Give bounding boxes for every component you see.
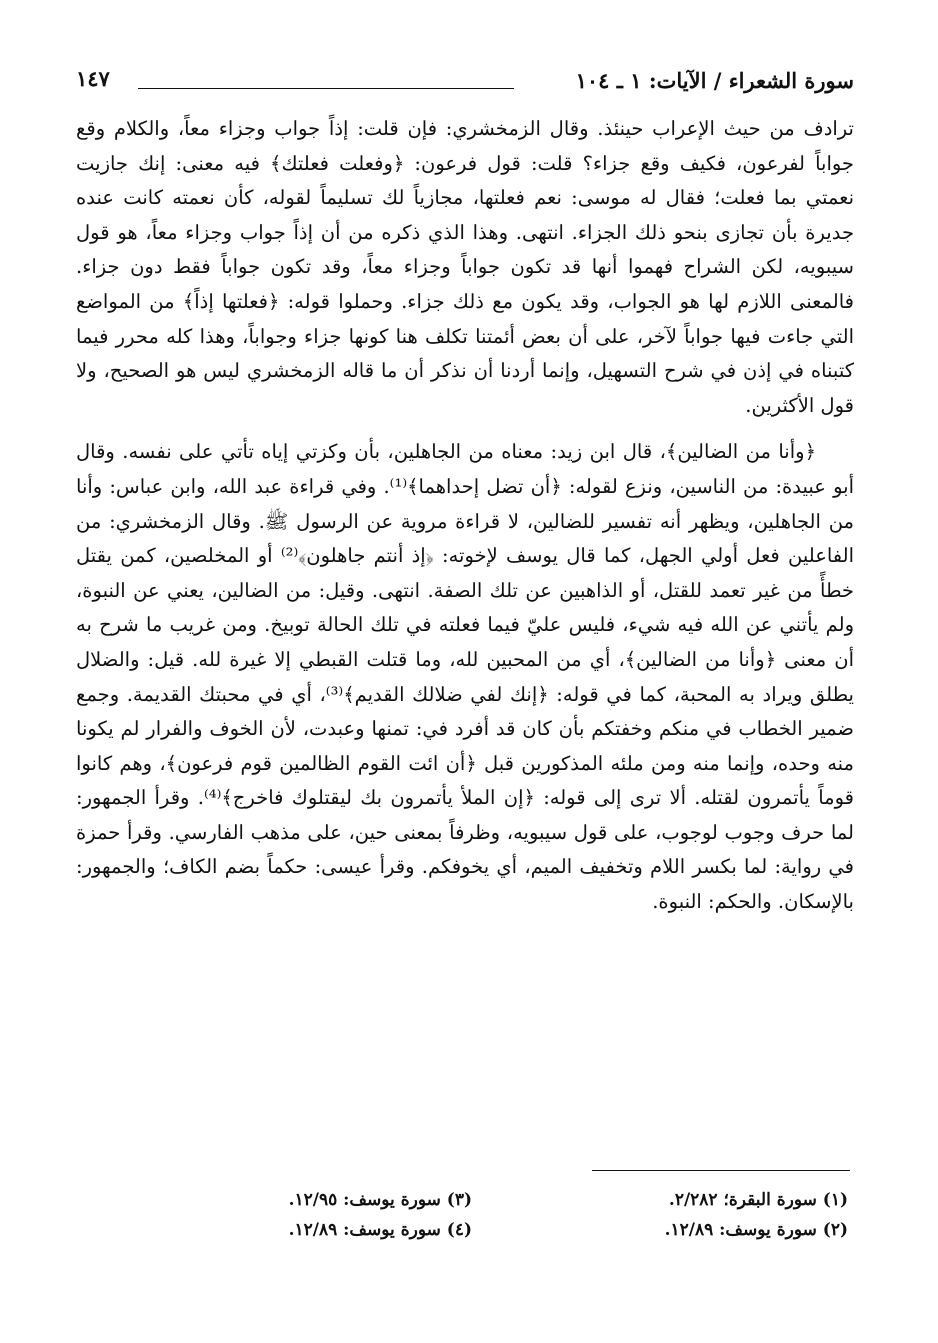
page-header — [76, 62, 854, 102]
footnote-rule — [592, 1170, 850, 1171]
paragraph: ترادف من حيث الإعراب حينئذ. وقال الزمخشري: فإن قلت: إذاً جواب وجزاء معاً، والكلام وقع جواباً لفرعون، فكيف وقع جزاء؟ قلت: قول فرعون: ﴿وفعلت فعلتك﴾ فيه معنى: إنك جازيت نعمتي بما فعلت؛ فقال له موسى: نعم فعلتها، مجازياً لك تسليماً لقوله، كأن نعمته كانت عنده جديرة بأن تجازى بنحو ذلك الجزاء. انتهى. وهذا الذي ذكره من أن إذاً جواب وجزاء معاً، هو قول سيبويه، لكن الشراح فهموا أنها قد تكون جواباً وجزاء معاً، وقد تكون جواباً فقط دون جزاء. فالمعنى اللازم لها هو الجواب، وقد يكون مع ذلك جزاء. وحملوا قوله: ﴿فعلتها إذاً﴾ من المواضع التي جاءت فيها جواباً لآخر، على أن بعض أئمتنا تكلف هنا كونها جزاء وجواباً، وهذا كله محرر فيما كتبناه في إذن في شرح التسهيل، وإنما أردنا أن نذكر أن ما قاله الزمخشري ليس هو الصحيح، ولا قول الأكثرين. — [76, 117, 854, 417]
page-number: ١٤٧ — [76, 66, 110, 91]
footnote-1: (١) سورة البقرة؛ ٢/٢٨٢. — [668, 1190, 848, 1210]
footnote-3: (٣) سورة يوسف: ١٢/٩٥. — [288, 1190, 472, 1210]
header-rule — [138, 88, 514, 89]
paragraph: ﴿وأنا من الضالين﴾، قال ابن زيد: معناه من الجاهلين، بأن وكزتي إياه تأتي على نفسه. وقال أبو عبيدة: من الناسين، ونزع لقوله: ﴿أن تضل إحداهما﴾⁽¹⁾. وفي قراءة عبد الله، وابن عباس: وأنا من الجاهلين، ويظهر أنه تفسير للضالين، لا قراءة مروية عن الرسول ﷺ. وقال الزمخشري: من الفاعلين فعل أولي الجهل، كما قال يوسف لإخوته: ﴿إذ أنتم جاهلون﴾⁽²⁾ أو المخلصين، كمن يقتل خطأً من غير تعمد للقتل، أو الذاهبين عن تلك الصفة. انتهى. وقيل: من الضالين، يعني عن النبوة، ولم يأتني عن الله فيه شيء، فليس عليّ فيما فعلته في تلك الحالة توبيخ. ومن غريب ما شرح به أن معنى ﴿وأنا من الضالين﴾، أي من المحبين لله، وما قتلت القبطي إلا غيرة لله. قيل: والضلال يطلق ويراد به المحبة، كما في قوله: ﴿إنك لفي ضلالك القديم﴾⁽³⁾، أي في محبتك القديمة. وجمع ضمير الخطاب في منكم وخفتكم بأن كان قد أفرد في: تمنها وعبدت، لأن الخوف والفرار لم يكونا منه وحده، وإنما منه ومن ملئه المذكورين قبل ﴿أن ائت القوم الظالمين قوم فرعون﴾، وهم كانوا قوماً يأتمرون لقتله. ألا ترى إلى قوله: ﴿إن الملأ يأتمرون بك ليقتلوك فاخرج﴾⁽⁴⁾. وقرأ الجمهور: لما حرف وجوب لوجوب، على قول سيبويه، وظرفاً بمعنى حين، على مذهب الفارسي. وقرأ حمزة في رواية: لما بكسر اللام وتخفيف الميم، أي يخوفكم. وقرأ عيسى: حكماً بضم الكاف؛ والجمهور: بالإسكان. والحكم: النبوة. — [76, 440, 854, 914]
running-title: سورة الشعراء / الآيات: ١ ـ ١٠٤ — [575, 68, 854, 93]
main-text — [76, 112, 854, 920]
footnote-2: (٢) سورة يوسف: ١٢/٨٩. — [664, 1220, 848, 1240]
footnotes — [80, 1182, 850, 1252]
footnote-4: (٤) سورة يوسف: ١٢/٨٩. — [288, 1220, 472, 1240]
